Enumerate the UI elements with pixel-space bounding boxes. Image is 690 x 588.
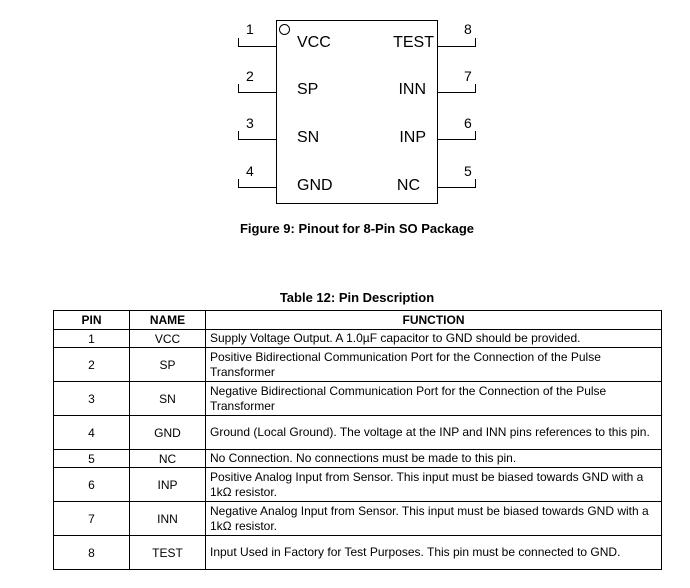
pin-lead-3: [238, 131, 276, 140]
table-row: [54, 382, 662, 416]
cell-function: Supply Voltage Output. A 1.0µF capacitor to GND should be provided.: [206, 330, 662, 348]
pin-lead-7: [438, 84, 476, 93]
figure-caption: Figure 9: Pinout for 8-Pin SO Package: [239, 221, 475, 236]
cell-name: VCC: [130, 330, 206, 348]
cell-function: Input Used in Factory for Test Purposes. This pin must be connected to GND.: [206, 536, 662, 570]
cell-pin: 8: [54, 536, 130, 570]
pin-lead-6: [438, 131, 476, 140]
cell-name: INP: [130, 468, 206, 502]
pin1-marker-icon: [279, 24, 290, 35]
cell-function: No Connection. No connections must be made to this pin.: [206, 450, 662, 468]
pin-number-1: 1: [246, 21, 254, 37]
cell-pin: 6: [54, 468, 130, 502]
cell-pin: 1: [54, 330, 130, 348]
table-header-row: [54, 311, 662, 330]
header-pin: PIN: [54, 311, 130, 330]
pin-number-2: 2: [246, 68, 254, 84]
pin-number-3: 3: [246, 115, 254, 131]
pin-lead-1: [238, 38, 276, 47]
pin-name-vcc: VCC: [297, 34, 331, 51]
table-row: [54, 502, 662, 536]
table-row: [54, 450, 662, 468]
pin-number-6: 6: [464, 115, 472, 131]
table-row: [54, 330, 662, 348]
table-row: [54, 468, 662, 502]
cell-function: Negative Analog Input from Sensor. This input must be biased towards GND with a 1kΩ resistor.: [206, 502, 662, 536]
cell-function: Ground (Local Ground). The voltage at the INP and INN pins references to this pin.: [206, 416, 662, 450]
pin-lead-4: [238, 179, 276, 188]
pin-name-inn: INN: [398, 81, 426, 98]
table-title: Table 12: Pin Description: [279, 290, 435, 305]
pin-number-8: 8: [464, 21, 472, 37]
cell-name: GND: [130, 416, 206, 450]
cell-pin: 7: [54, 502, 130, 536]
pin-number-4: 4: [246, 163, 254, 179]
header-function: FUNCTION: [206, 311, 662, 330]
table-row: [54, 348, 662, 382]
pin-lead-5: [438, 179, 476, 188]
cell-name: TEST: [130, 536, 206, 570]
cell-function: Negative Bidirectional Communication Port for the Connection of the Pulse Transformer: [206, 382, 662, 416]
cell-pin: 3: [54, 382, 130, 416]
cell-name: NC: [130, 450, 206, 468]
pin-description-table: [53, 310, 662, 570]
table-row: [54, 536, 662, 570]
cell-name: INN: [130, 502, 206, 536]
cell-pin: 5: [54, 450, 130, 468]
cell-pin: 4: [54, 416, 130, 450]
pin-lead-2: [238, 84, 276, 93]
pin-name-sn: SN: [297, 129, 320, 146]
pin-name-test: TEST: [393, 34, 434, 51]
cell-function: Positive Analog Input from Sensor. This input must be biased towards GND with a 1kΩ resistor.: [206, 468, 662, 502]
cell-pin: 2: [54, 348, 130, 382]
table-row: [54, 416, 662, 450]
pin-number-7: 7: [464, 68, 472, 84]
pin-name-nc: NC: [396, 177, 420, 194]
cell-function: Positive Bidirectional Communication Port for the Connection of the Pulse Transformer: [206, 348, 662, 382]
pin-name-inp: INP: [399, 129, 426, 146]
header-name: NAME: [130, 311, 206, 330]
cell-name: SN: [130, 382, 206, 416]
pin-number-5: 5: [464, 163, 472, 179]
pin-name-sp: SP: [297, 81, 319, 98]
pin-lead-8: [438, 38, 476, 47]
cell-name: SP: [130, 348, 206, 382]
pin-name-gnd: GND: [297, 177, 333, 194]
